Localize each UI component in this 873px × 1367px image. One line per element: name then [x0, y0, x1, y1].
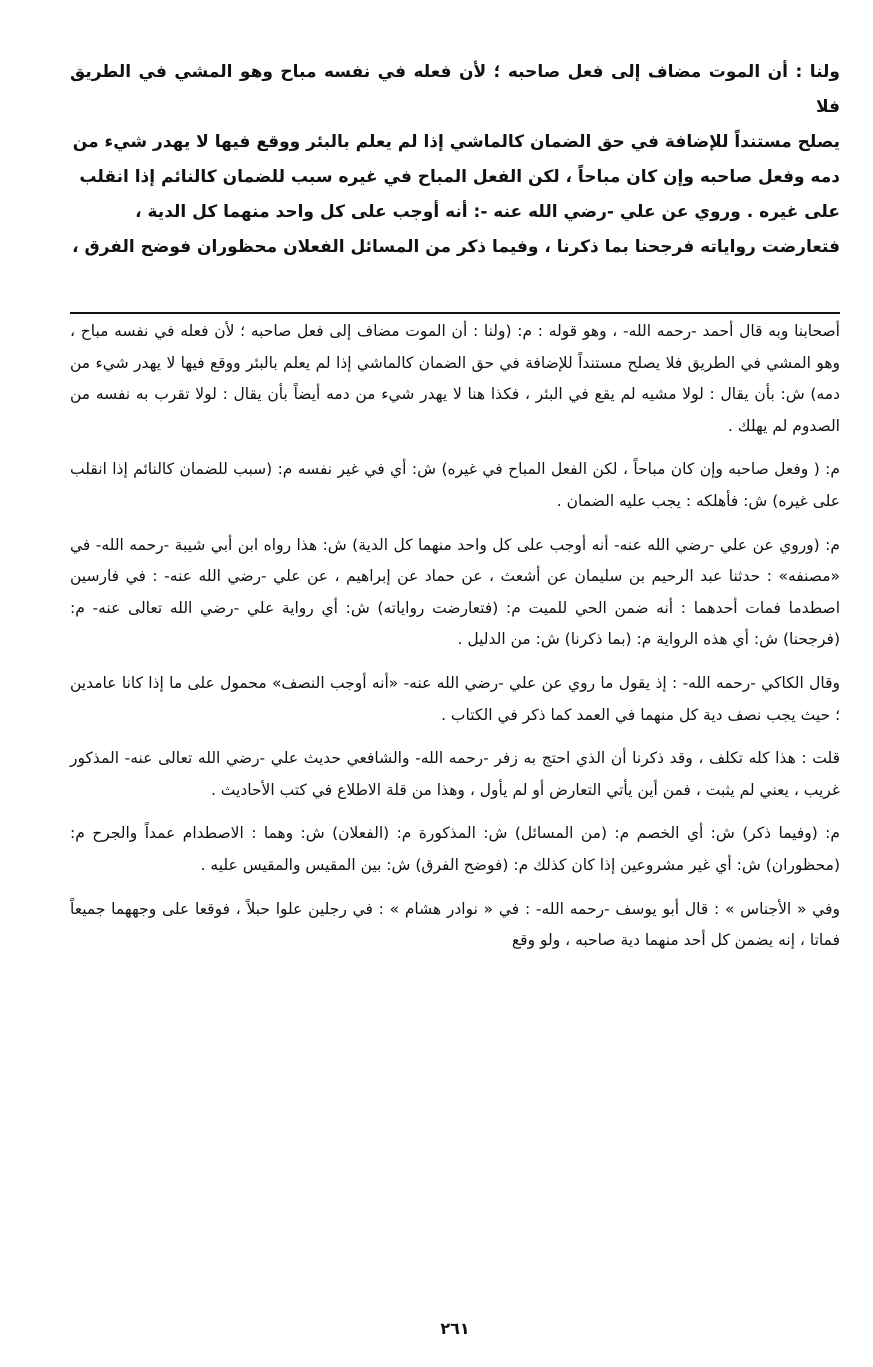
main-text-line: دمه وفعل صاحبه وإن كان مباحاً ، لكن الفعل المباح في غيره سبب للضمان كالنائم إذا انقلب — [79, 167, 840, 187]
main-text-line: يصلح مستنداً للإضافة في حق الضمان كالماشي إذا لم يعلم بالبئر ووقع فيها لا يهدر شيء من — [72, 132, 840, 152]
separator-rule — [70, 312, 840, 314]
commentary-paragraph: م: ( وفعل صاحبه وإن كان مباحاً ، لكن الفعل المباح في غيره) ش: أي في غير نفسه م: (سبب للضمان كالنائم إذا انقلب على غيره) ش: فأهلكه : يجب عليه الضمان . — [70, 460, 840, 510]
commentary-paragraph: قلت : هذا كله تكلف ، وقد ذكرنا أن الذي احتج به زفر -رحمه الله- والشافعي حديث علي -رضي الله تعالى عنه- المذكور غريب ، يعني لم يثبت ، فمن أين يأتي التعارض أو لم يأول ، وهذا من قلة الاطلاع في كتب الأحاديث . — [70, 749, 840, 799]
main-text — [70, 55, 840, 265]
commentary — [70, 316, 840, 969]
commentary-paragraph: م: (وروي عن علي -رضي الله عنه- أنه أوجب على كل واحد منهما كل الدية) ش: هذا رواه ابن أبي شيبة -رحمه الله- في «مصنفه» : حدثنا عبد الرحيم بن سليمان عن أشعث ، عن حماد عن إبراهيم ، عن علي -رضي الله عنه- : في فارسين اصطدما فمات أحدهما : أنه ضمن الحي للميت م: (فتعارضت رواياته) ش: أي رواية علي -رضي الله تعالى عنه- م: (فرجحنا) ش: أي هذه الرواية م: (بما ذكرنا) ش: من الدليل . — [70, 535, 840, 649]
main-text-line: ولنا : أن الموت مضاف إلى فعل صاحبه ؛ لأن فعله في نفسه مباح وهو المشي في الطريق فلا — [70, 62, 840, 117]
main-text-line: على غيره . وروي عن علي -رضي الله عنه -: أنه أوجب على كل واحد منهما كل الدية ، — [135, 202, 840, 222]
commentary-paragraph: أصحابنا وبه قال أحمد -رحمه الله- ، وهو قوله : م: (ولنا : أن الموت مضاف إلى فعل صاحبه ؛ لأن فعله في نفسه مباح ، وهو المشي في الطريق فلا يصلح مستنداً للإضافة في حق الضمان كالماشي إذا لم يعلم بالبئر ووقع فيها لا يهدر شيء من دمه) ش: بأن يقال : لولا مشيه لم يقع في البئر ، فكذا هنا لا يهدر شيء من دمه أيضاً بأن يقال : لولا تقرب به نفسه من الصدوم لم يهلك . — [70, 322, 840, 435]
commentary-paragraph: وفي « الأجناس » : قال أبو يوسف -رحمه الله- : في « نوادر هشام » : في رجلين علوا حبلاً ، فوقعا على وجههما جميعاً فماتا ، إنه يضمن كل أحد منهما دية صاحبه ، ولو وقع — [70, 899, 840, 950]
main-text-line: فتعارضت رواياته فرجحنا بما ذكرنا ، وفيما ذكر من المسائل الفعلان محظوران فوضح الفرق ، — [72, 237, 840, 257]
page — [70, 55, 840, 1345]
commentary-paragraph: م: (وفيما ذكر) ش: أي الخصم م: (من المسائل) ش: المذكورة م: (الفعلان) ش: وهما : الاصطدام عمداً والجرح م: (محظوران) ش: أي غير مشروعين إذا كان كذلك م: (فوضح الفرق) ش: بين المقيس والمقيس عليه . — [70, 824, 840, 874]
page-number: ٢٦١ — [440, 1319, 470, 1338]
commentary-paragraph: وقال الكاكي -رحمه الله- : إذ يقول ما روي عن علي -رضي الله عنه- «أنه أوجب النصف» محمول على ما إذا كانا عامدين ؛ حيث يجب نصف دية كل منهما في العمد كما ذكر في الكتاب . — [70, 673, 840, 724]
